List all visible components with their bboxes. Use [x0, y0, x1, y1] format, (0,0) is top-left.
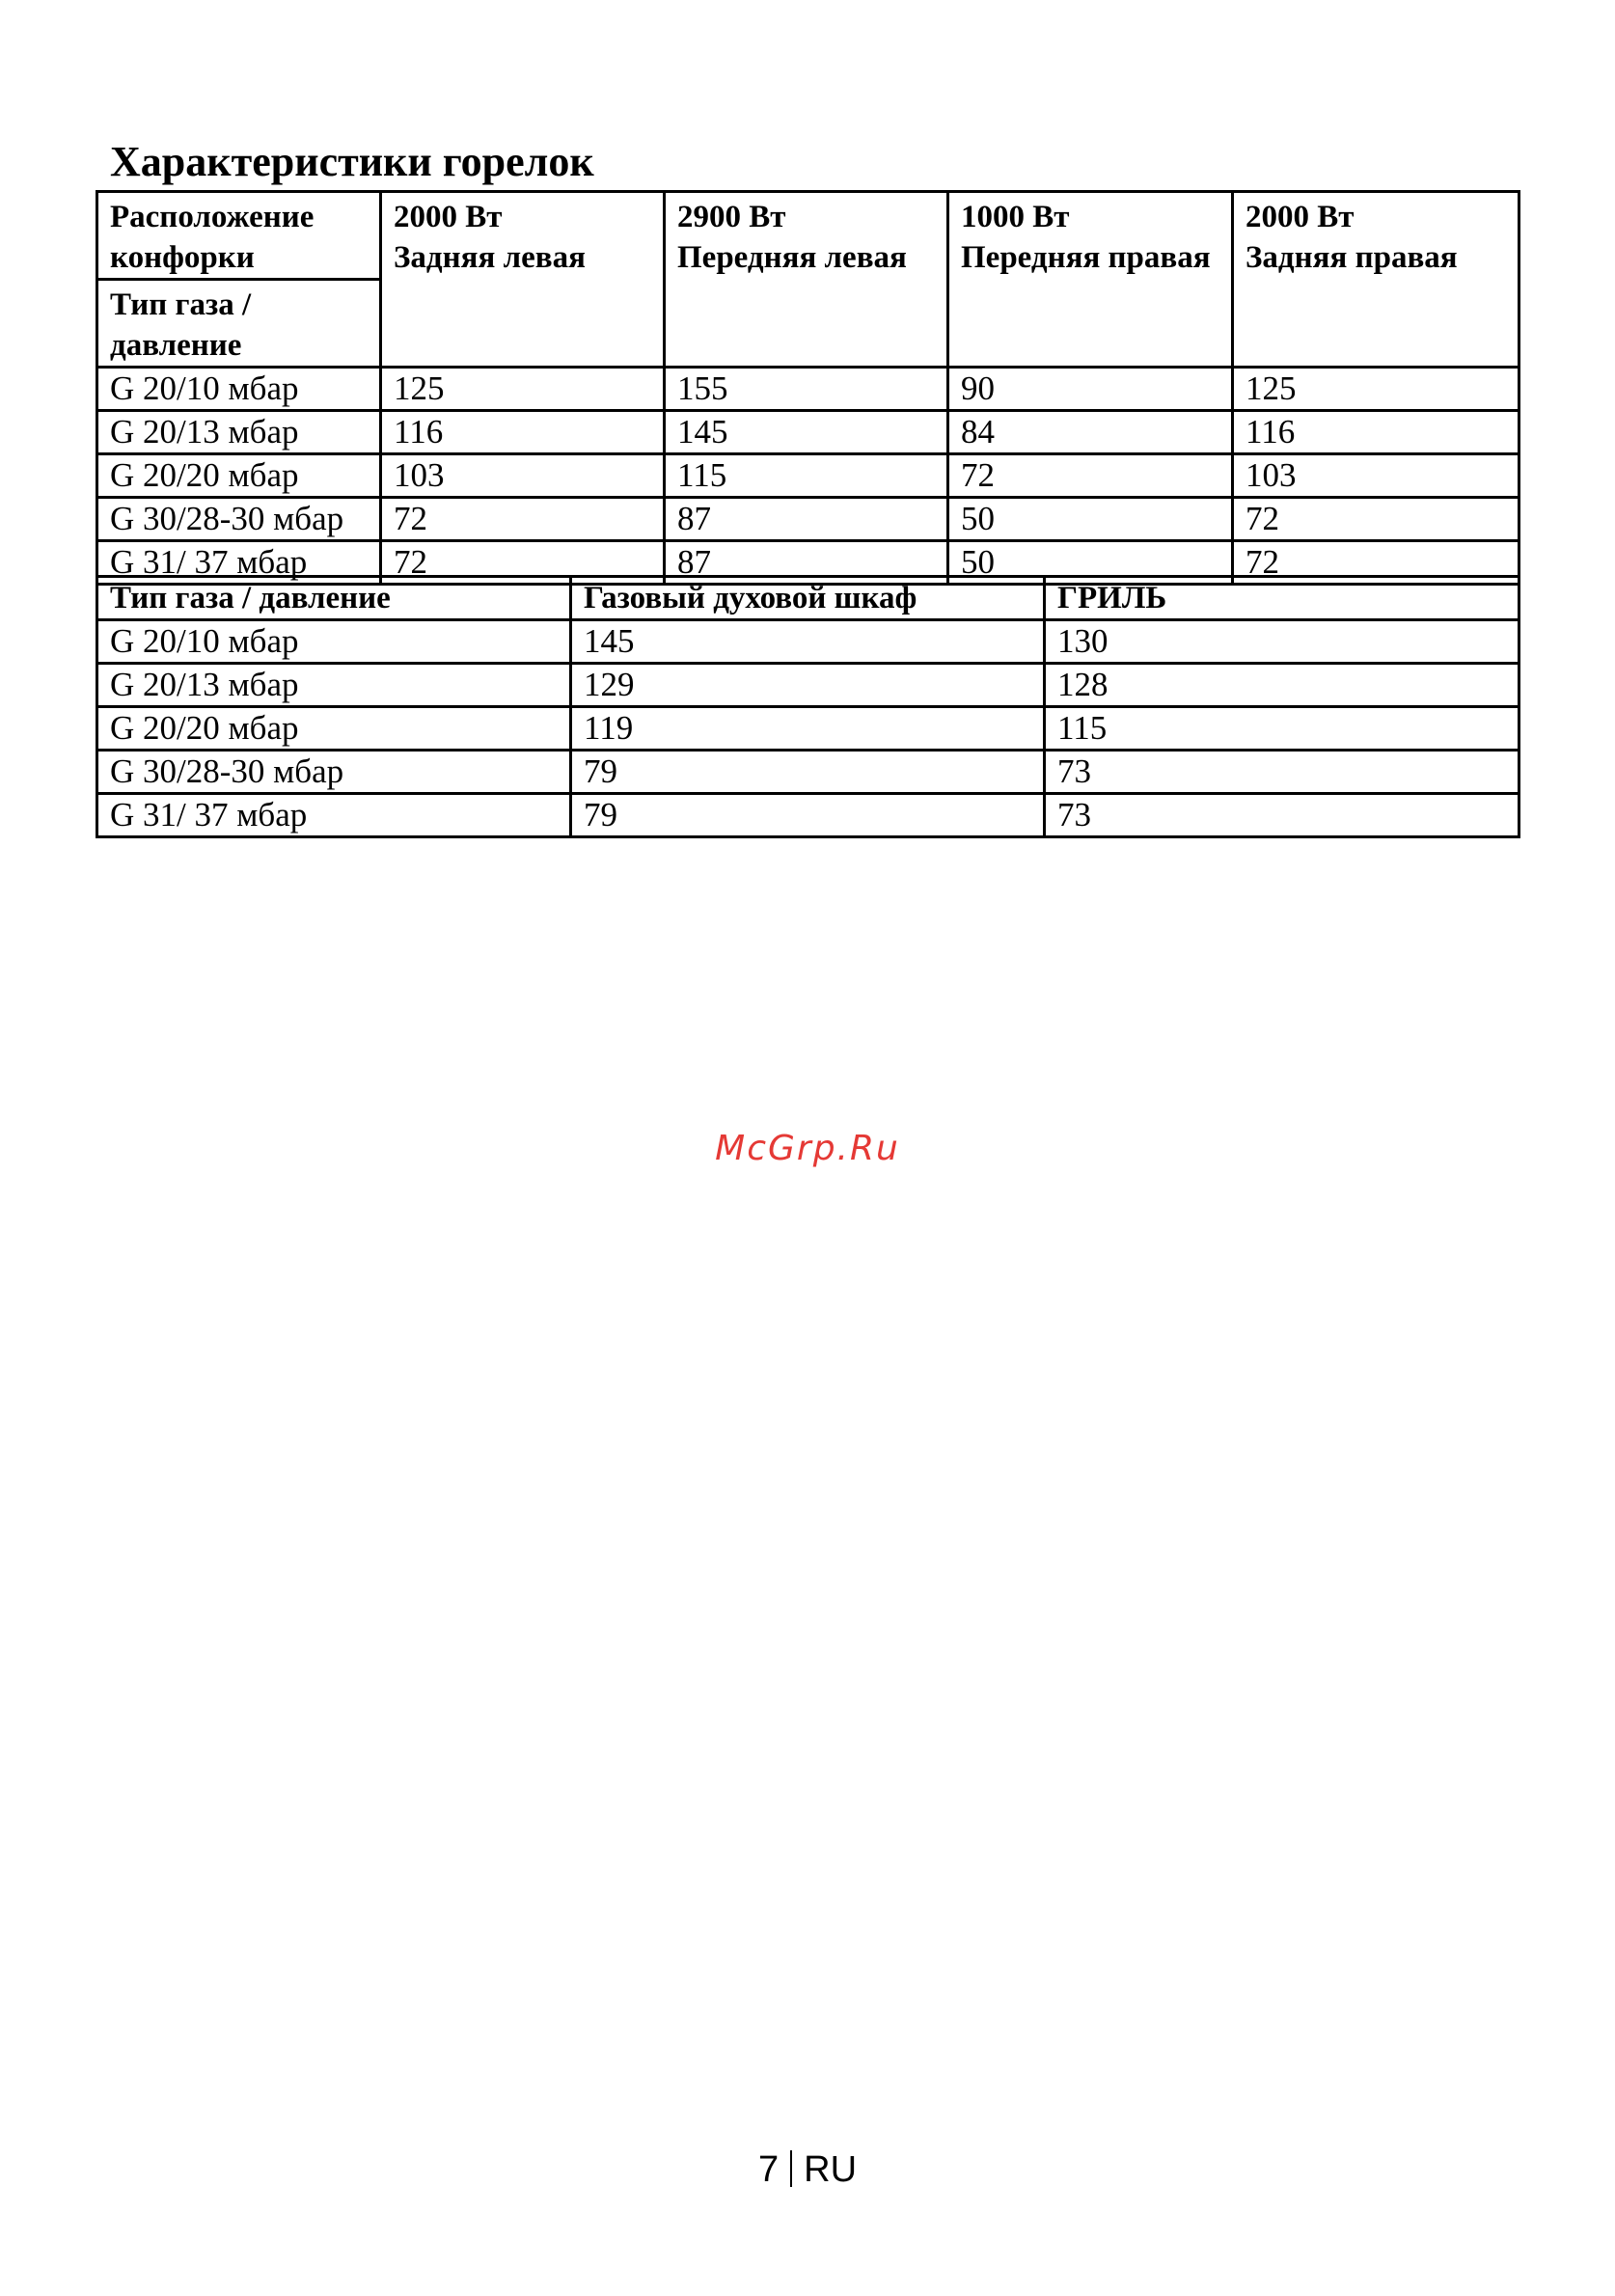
table-row	[97, 794, 1519, 837]
value-cell: 90	[948, 368, 1233, 411]
page-number: 7	[757, 2149, 780, 2190]
table-row	[97, 707, 1519, 751]
value-cell: 87	[665, 498, 948, 541]
table-row	[97, 411, 1519, 454]
value-cell: 73	[1045, 794, 1519, 837]
gas-type-cell: G 31/ 37 мбар	[97, 541, 381, 585]
burner-specs-table	[96, 190, 1520, 586]
oven-specs-table	[96, 575, 1520, 838]
gas-type-header: Тип газа / давление	[97, 577, 571, 620]
value-cell: 155	[665, 368, 948, 411]
burner-column-header	[665, 192, 948, 368]
value-cell: 145	[571, 620, 1045, 664]
burner-position: Передняя левая	[677, 240, 907, 275]
burner-position: Передняя правая	[961, 240, 1211, 275]
gas-type-label: Тип газа / давление	[97, 280, 381, 368]
table-row	[97, 368, 1519, 411]
gas-type-cell: G 20/13 мбар	[97, 664, 571, 707]
gas-type-cell: G 20/20 мбар	[97, 454, 381, 498]
value-cell: 50	[948, 498, 1233, 541]
burner-position: Задняя левая	[394, 240, 586, 275]
value-cell: 145	[665, 411, 948, 454]
value-cell: 72	[381, 541, 665, 585]
value-cell: 79	[571, 751, 1045, 794]
value-cell: 50	[948, 541, 1233, 585]
value-cell: 116	[1233, 411, 1519, 454]
value-cell: 119	[571, 707, 1045, 751]
table-row	[97, 664, 1519, 707]
value-cell: 72	[1233, 541, 1519, 585]
gas-type-cell: G 20/20 мбар	[97, 707, 571, 751]
page-footer	[0, 2149, 1615, 2191]
value-cell: 84	[948, 411, 1233, 454]
page-title: Характеристики горелок	[110, 138, 594, 185]
table-header-row	[97, 577, 1519, 620]
gas-type-cell: G 20/10 мбар	[97, 368, 381, 411]
watermark: McGrp.Ru	[715, 1129, 900, 1168]
burner-column-header	[948, 192, 1233, 368]
value-cell: 72	[1233, 498, 1519, 541]
table-row	[97, 751, 1519, 794]
value-cell: 73	[1045, 751, 1519, 794]
gas-type-cell: G 31/ 37 мбар	[97, 794, 571, 837]
grill-header: ГРИЛЬ	[1045, 577, 1519, 620]
burner-location-label: Расположение конфорки	[97, 192, 381, 280]
burner-power: 2900 Вт	[677, 200, 786, 234]
value-cell: 103	[1233, 454, 1519, 498]
burner-power: 1000 Вт	[961, 200, 1070, 234]
burner-power: 2000 Вт	[1245, 200, 1355, 234]
burner-column-header	[1233, 192, 1519, 368]
value-cell: 128	[1045, 664, 1519, 707]
burner-column-header	[381, 192, 665, 368]
value-cell: 72	[381, 498, 665, 541]
value-cell: 79	[571, 794, 1045, 837]
table-row	[97, 620, 1519, 664]
value-cell: 129	[571, 664, 1045, 707]
value-cell: 130	[1045, 620, 1519, 664]
burner-power: 2000 Вт	[394, 200, 503, 234]
footer-divider	[790, 2150, 792, 2187]
gas-type-cell: G 20/13 мбар	[97, 411, 381, 454]
gas-oven-header: Газовый духовой шкаф	[571, 577, 1045, 620]
value-cell: 72	[948, 454, 1233, 498]
value-cell: 125	[381, 368, 665, 411]
language-code: RU	[804, 2149, 858, 2190]
value-cell: 116	[381, 411, 665, 454]
value-cell: 87	[665, 541, 948, 585]
table-row	[97, 498, 1519, 541]
gas-type-cell: G 30/28-30 мбар	[97, 751, 571, 794]
value-cell: 103	[381, 454, 665, 498]
gas-type-cell: G 30/28-30 мбар	[97, 498, 381, 541]
value-cell: 115	[1045, 707, 1519, 751]
table-row	[97, 454, 1519, 498]
value-cell: 115	[665, 454, 948, 498]
burner-position: Задняя правая	[1245, 240, 1458, 275]
value-cell: 125	[1233, 368, 1519, 411]
gas-type-cell: G 20/10 мбар	[97, 620, 571, 664]
